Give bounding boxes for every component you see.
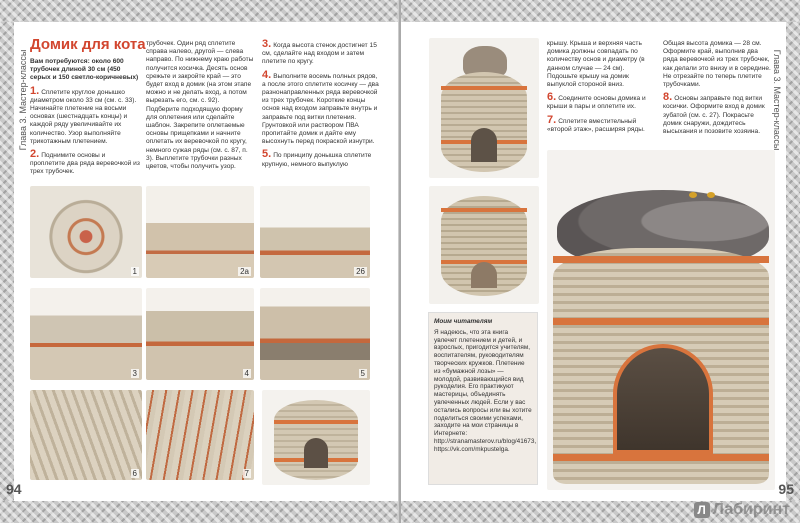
photo-house-with-cat <box>429 38 539 178</box>
woven-border-bottom <box>0 501 399 523</box>
basket-stripe <box>441 208 527 212</box>
cat-eye-icon <box>707 192 715 198</box>
basket-house <box>441 72 527 172</box>
basket-stripe <box>441 86 527 90</box>
step-6: 6. Соедините основы домика и крыши в пары и оплетите их. <box>547 91 646 111</box>
basket-house <box>441 196 527 296</box>
step-3-text: Когда высота стенок достигнет 15 см, сделайте над входом и затем плетите по кругу. <box>262 42 377 66</box>
cat-icon <box>471 262 497 288</box>
step-2: 2. Поднимите основы и проплетите два ряда веревочкой из трех трубочек. <box>30 148 140 176</box>
photo-label: 5 <box>360 369 365 378</box>
text-column-right-2 <box>663 40 773 140</box>
chapter-label: Глава 3. Мастер-классы <box>772 49 782 151</box>
basket-entrance <box>613 344 713 454</box>
photo-step-6 <box>30 390 142 480</box>
photo-hero-cat-house <box>547 150 775 490</box>
step-6-text: Соедините основы домика и крыши в пары и оплетите их. <box>547 95 646 111</box>
step-3: 3. Когда высота стенок достигнет 15 см, сделайте над входом и затем плетите по кругу. <box>262 38 377 66</box>
photo-label: 6 <box>132 469 137 478</box>
photo-label: 7 <box>244 469 249 478</box>
photo-step-7 <box>146 390 254 480</box>
text-column-1 <box>30 58 140 181</box>
watermark <box>694 501 790 519</box>
chapter-label: Глава 3. Мастер-классы <box>18 49 28 151</box>
step-5-text: По принципу донышка сплетите крупную, немного выпуклую <box>262 152 372 168</box>
materials-text: Вам потребуются: около 600 трубочек длиной 30 см (450 серых и 150 светло-коричневых) <box>30 58 139 82</box>
step-8: 8. Основы заправьте под витки косички. Оформите вход в домик зубатой (см. с. 27). Покрасьте домик снаружи, дождитесь высыхания и позовите хозяина. <box>663 91 765 136</box>
woven-border-top <box>0 0 399 22</box>
basket-stripe <box>274 420 358 424</box>
text-column-right-1 <box>547 40 655 138</box>
photo-step-2b <box>260 186 370 278</box>
column-2-text: трубочек. Один ряд сплетите справа налево, другой — слева направо. По нижнему краю работы получится косичка. Десять основ срежьте и закройте край — это будет вход в домик (на этом этапе можно и не делать вход, а потом вырезать его, см. с. 92). Подберите подходящую форму для оплетения или сделайте шаблон. Закрепите оплетаемые основы прищепками и начните оплетать их веревочкой по кругу, немного сужая ряды (см. с. 87, п. 3). Выплетите трубочки разных цветов, чтобы получить узор. <box>146 40 254 171</box>
step-7: 7. Сплетите вместительный «второй этаж», расширяя ряды. <box>547 113 645 133</box>
note-to-readers <box>428 312 538 485</box>
step-1: 1. Сплетите круглое донышко диаметром около 33 см (см. с. 33). Начинайте плетение на восьми основах (шестнадцать концы) и каждой ряду увеличивайте их количество. Узор выполняйте трикотажным плетением. <box>30 84 137 145</box>
photo-label: 4 <box>244 369 249 378</box>
watermark-text: Лабиринт <box>712 501 790 518</box>
small-basket-house <box>274 400 358 480</box>
labirint-logo-icon: Л <box>694 502 710 518</box>
left-page <box>0 0 399 523</box>
step-8-text: Основы заправьте под витки косички. Оформите вход в домик зубатой (см. с. 27). Покрасьте домик снаружи, дождитесь высыхания и позовите хозяина. <box>663 95 765 136</box>
text-column-2 <box>146 40 254 175</box>
photo-label: 3 <box>132 369 137 378</box>
basket-entrance <box>471 128 497 162</box>
basket-stripe <box>553 256 769 263</box>
basket-entrance <box>304 438 328 468</box>
step-2-text: Поднимите основы и проплетите два ряда веревочкой из трех трубочек. <box>30 152 140 176</box>
basket-stripe <box>553 318 769 325</box>
note-title: Моим читателям <box>434 318 493 325</box>
photo-label: 26 <box>356 267 365 276</box>
photo-label: 1 <box>132 267 137 276</box>
woven-border-side <box>0 22 14 501</box>
step-7-text: Сплетите вместительный «второй этаж», расширяя ряды. <box>547 117 645 133</box>
woven-border-top <box>401 0 800 22</box>
page-number-right: 95 <box>778 481 794 497</box>
page-number-left: 94 <box>6 481 22 497</box>
woven-border-side <box>786 22 800 501</box>
step-4: 4. Выполните восемь полных рядов, а после этого сплетите косичку — два разнонаправленных ряда веревочкой из трех трубочек. Короткие концы основ над входом заправьте внутрь и заправьте под витки плетения. Грунтовкой или раствором ПВА пропитайте домик и дайте ему высохнуть перед покраской изнутри. <box>262 68 379 146</box>
cat-eye-icon <box>689 192 697 198</box>
step-5: 5. По принципу донышка сплетите крупную, немного выпуклую <box>262 148 372 168</box>
basket-stripe <box>553 454 769 461</box>
column-text: крышу. Крыша и верхняя часть домика должны совпадать по количеству основ и диаметру (в данном случае — 24 см). Подошьте крышу на домик выпуклой стороной вниз. <box>547 40 645 89</box>
text-column-3 <box>262 40 380 173</box>
large-basket-house <box>553 248 769 484</box>
column-text: Общая высота домика — 28 см. Оформите край, выполнив два ряда веревочкой из трех трубочек, как делали это внизу и в середине. Не отрезайте по теперь плетите трубочками. <box>663 40 771 89</box>
note-text: Я надеюсь, что эта книга увлечет плетением и детей, и взрослых, пригодится учителям, воспитателям, руководителям творческих кружков. Плетение из «бумажной лозы» — молодой, развивающийся вид рукоделия. Его практикуют мастерицы, объединять увлеченных людей. Если у вас остались вопросы или вы хотите поделиться своими успехами, заходите на мои страницы в Интернете: http://stranamasterov.ru/blog/41673, https://vk.com/mkpustelga. <box>434 328 537 453</box>
photo-step-5 <box>260 288 370 380</box>
photo-label: 2a <box>240 267 249 276</box>
right-page <box>401 0 800 523</box>
step-1-text: Сплетите круглое донышко диаметром около 33 см (см. с. 33). Начинайте плетение на восьми основах (шестнадцать концы) и каждой ряду увеличивайте их количество. Узор выполняйте трикотажным плетением. <box>30 88 137 145</box>
photo-step-1 <box>30 186 142 278</box>
page-title: Домик для кота <box>30 36 146 53</box>
photo-step-3 <box>30 288 142 380</box>
photo-basket-small <box>262 390 370 485</box>
photo-house-second-view <box>429 186 539 304</box>
photo-step-4 <box>146 288 254 380</box>
photo-step-2a <box>146 186 254 278</box>
step-4-text: Выполните восемь полных рядов, а после этого сплетите косичку — два разнонаправленных ряда веревочкой из трех трубочек. Короткие концы основ над входом заправьте внутрь и заправьте под витки плетения. Грунтовкой или раствором ПВА пропитайте домик и дайте ему высохнуть перед покраской изнутри. <box>262 72 379 146</box>
